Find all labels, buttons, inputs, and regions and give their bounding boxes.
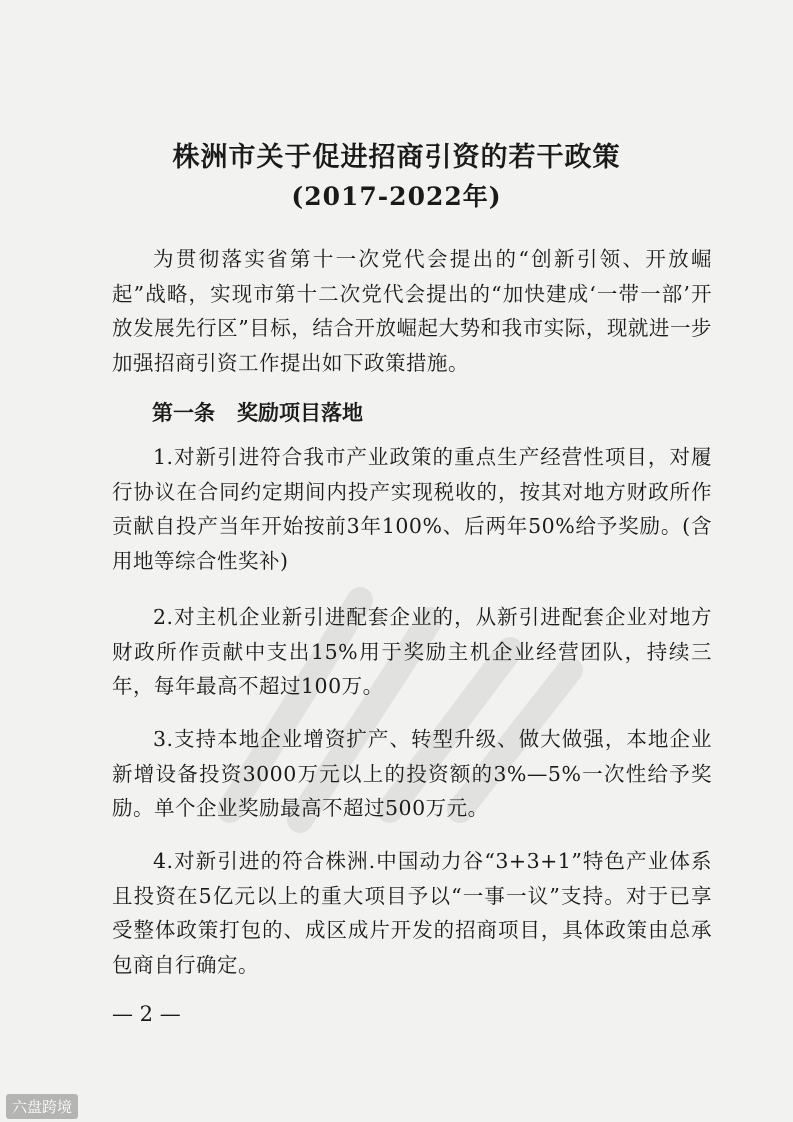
document-title: 株洲市关于促进招商引资的若干政策 [172,142,621,173]
footer-logo: 六盘跨境 [6,1094,78,1119]
section-heading [152,397,363,427]
page-number: — 2 — [112,1002,181,1026]
section-number: 第一条 [152,400,215,425]
document-subtitle-years: (2017-2022年) [291,182,502,211]
policy-item-3: 3.支持本地企业增资扩产、转型升级、做大做强，本地企业新增设备投资3000万元以上的投资额的3%—5%一次性给予奖励。单个企业奖励最高不超过500万元。 [112,727,712,820]
section-name: 奖励项目落地 [237,400,363,425]
policy-item-1: 1.对新引进符合我市产业政策的重点生产经营性项目，对履行协议在合同约定期间内投产实现税收的，按其对地方财政所作贡献自投产当年开始按前3年100%、后两年50%给予奖励。(含用地等综合性奖补) [112,445,712,573]
policy-item-2: 2.对主机企业新引进配套企业的，从新引进配套企业对地方财政所作贡献中支出15%用于奖励主机企业经营团队，持续三年，每年最高不超过100万。 [112,605,712,698]
policy-item-4: 4.对新引进的符合株洲.中国动力谷“3+3+1”特色产业体系且投资在5亿元以上的重大项目予以“一事一议”支持。对于已享受整体政策打包的、成区成片开发的招商项目，具体政策由总承包商自行确定。 [112,849,712,977]
intro-paragraph: 为贯彻落实省第十一次党代会提出的“创新引领、开放崛起”战略，实现市第十二次党代会提出的“加快建成‘一带一部’开放发展先行区”目标，结合开放崛起大势和我市实际，现就进一步加强招商引资工作提出如下政策措施。 [112,247,712,375]
